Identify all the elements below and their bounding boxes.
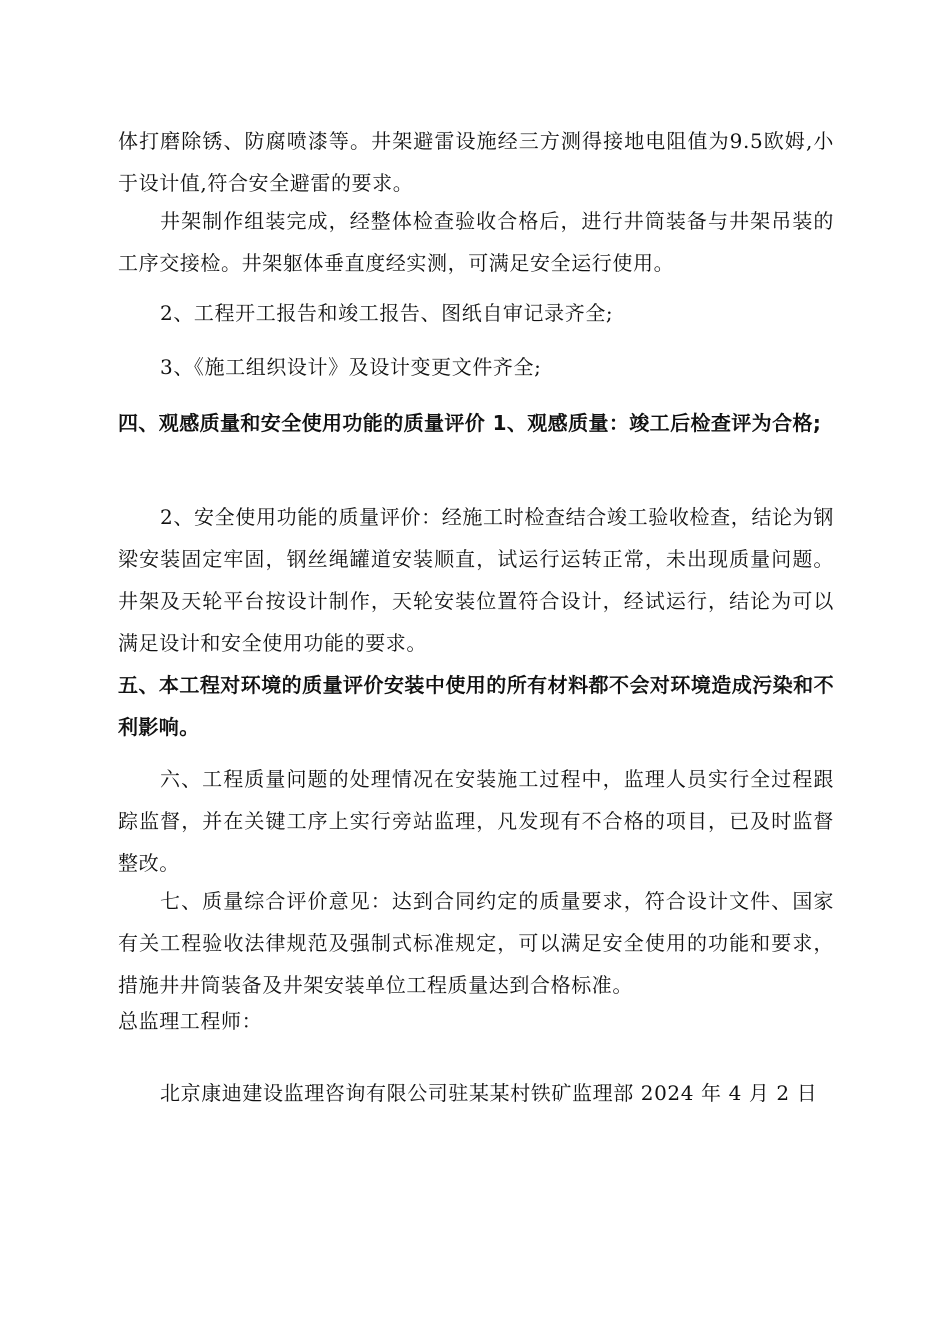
paragraph-quality-issue-handling: 六、工程质量问题的处理情况在安装施工过程中，监理人员实行全过程跟踪监督，并在关键工序上实行旁站监理，凡发现有不合格的项目，已及时监督整改。 (118, 767, 834, 875)
paragraph-design-documents: 3、《施工组织设计》及设计变更文件齐全; (160, 355, 542, 379)
chief-supervisor-label: 总监理工程师： (118, 1009, 263, 1033)
paragraph-overall-evaluation: 七、质量综合评价意见：达到合同约定的质量要求，符合设计文件、国家有关工程验收法律规范及强制式标准规定，可以满足安全使用的功能和要求，措施井井筒装备及井架安装单位工程质量达到合格标准。 (118, 889, 834, 997)
heading-section-five: 五、本工程对环境的质量评价安装中使用的所有材料都不会对环境造成污染和不利影响。 (118, 673, 834, 739)
paragraph-reports-complete: 2、工程开工报告和竣工报告、图纸自审记录齐全; (160, 301, 614, 325)
heading-section-four: 四、观感质量和安全使用功能的质量评价 1、观感质量：竣工后检查评为合格; (118, 411, 822, 435)
paragraph-safety-function-evaluation: 2、安全使用功能的质量评价：经施工时检查结合竣工验收检查，结论为钢梁安装固定牢固，钢丝绳罐道安装顺直，试运行运转正常，未出现质量问题。井架及天轮平台按设计制作，天轮安装位置符合设计，经试运行，结论为可以满足设计和安全使用功能的要求。 (118, 505, 834, 655)
paragraph-lightning-protection: 体打磨除锈、防腐喷漆等。井架避雷设施经三方测得接地电阻值为9.5欧姆,小于设计值,符合安全避雷的要求。 (118, 129, 834, 195)
paragraph-headframe-assembly: 井架制作组装完成，经整体检查验收合格后，进行井筒装备与井架吊装的工序交接检。井架躯体垂直度经实测，可满足安全运行使用。 (118, 209, 834, 275)
signature-company-date: 北京康迪建设监理咨询有限公司驻某某村铁矿监理部 2024 年 4 月 2 日 (160, 1081, 818, 1105)
